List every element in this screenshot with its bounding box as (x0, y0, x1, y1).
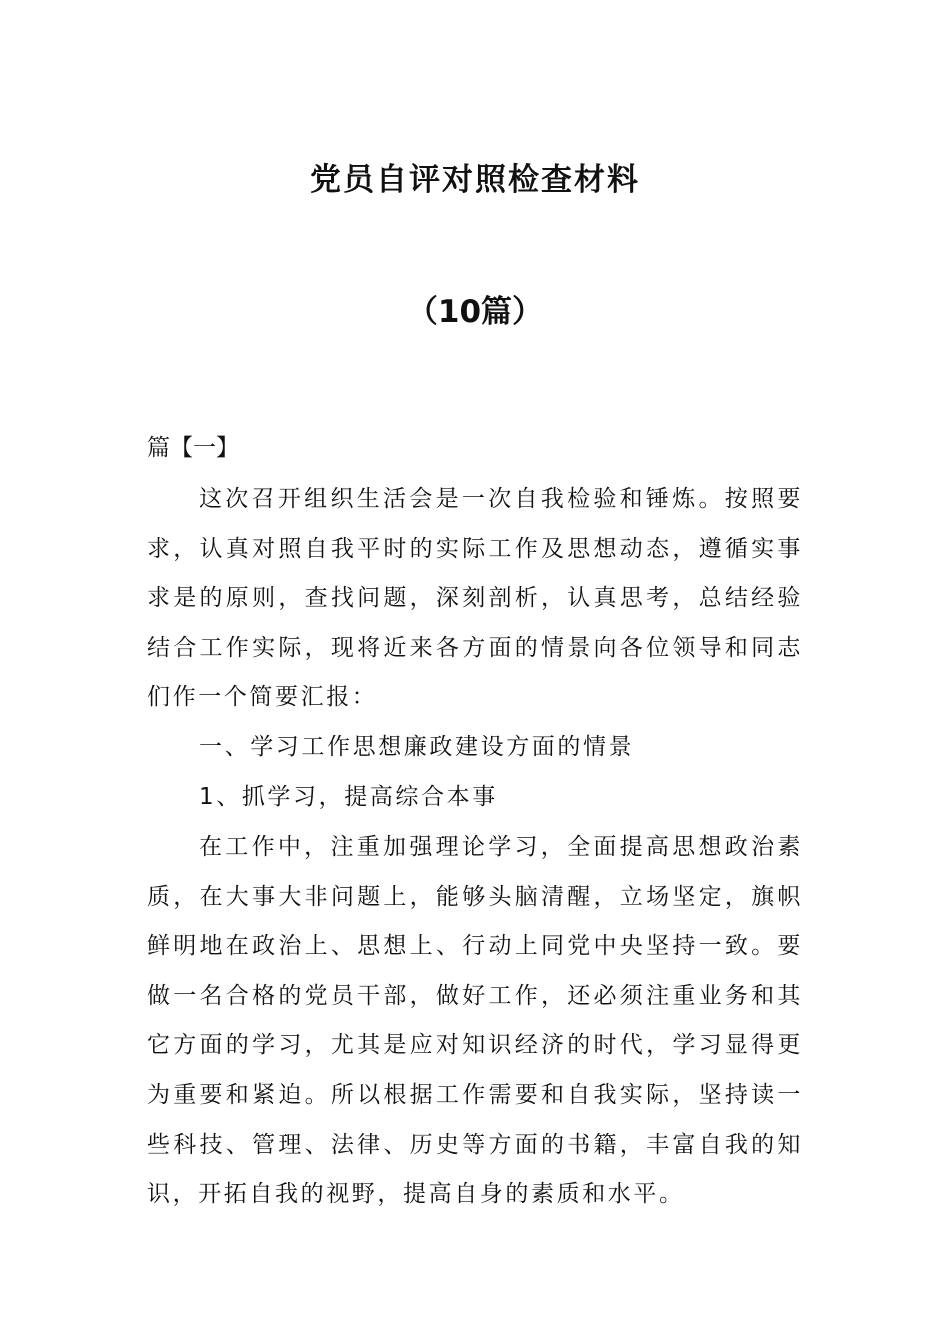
section-heading: 一、学习工作思想廉政建设方面的情景 (199, 734, 635, 760)
section-label: 篇【一】 (147, 435, 239, 461)
subsection-heading: 1、抓学习，提高综合本事 (199, 784, 498, 810)
body-paragraph: 在工作中，注重加强理论学习，全面提高思想政治素质，在大事大非问题上，能够头脑清醒，立场坚定，旗帜鲜明地在政治上、思想上、行动上同党中央坚持一致。要做一名合格的党员干部，做好工作，还必须注重业务和其它方面的学习，尤其是应对知识经济的时代，学习显得更为重要和紧迫。所以根据工作需要和自我实际，坚持读一些科技、管理、法律、历史等方面的书籍，丰富自我的知识，开拓自我的视野，提高自身的素质和水平。 (147, 834, 803, 1208)
document-title: 党员自评对照检查材料 (310, 162, 640, 198)
intro-paragraph: 这次召开组织生活会是一次自我检验和锤炼。按照要求，认真对照自我平时的实际工作及思想动态，遵循实事求是的原则，查找问题，深刻剖析，认真思考，总结经验结合工作实际，现将近来各方面的情景向各位领导和同志们作一个简要汇报： (147, 486, 803, 711)
document-subtitle: （10篇） (406, 294, 544, 330)
